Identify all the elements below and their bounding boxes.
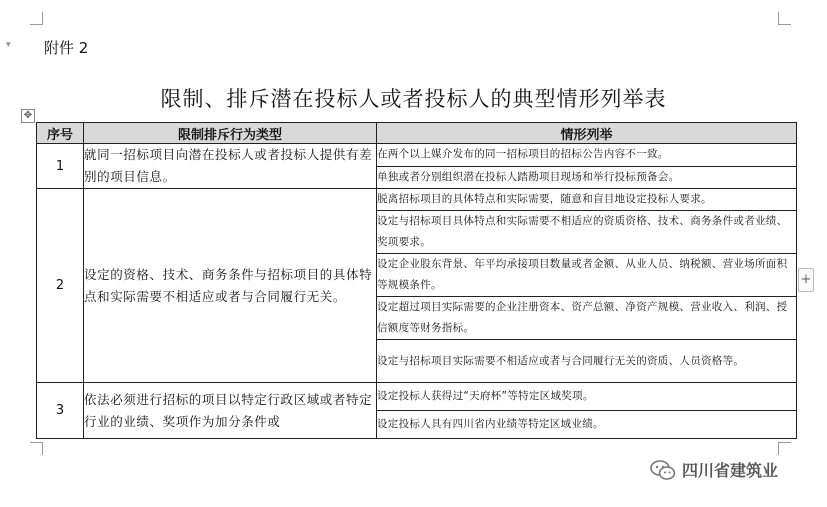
row-seq: 2 bbox=[37, 189, 84, 383]
header-type: 限制排斥行为类型 bbox=[84, 123, 377, 144]
crop-mark-bottom-left bbox=[30, 442, 43, 455]
attachment-label: 附件 2 bbox=[44, 39, 89, 57]
table-row bbox=[37, 189, 797, 211]
row-seq: 3 bbox=[37, 383, 84, 439]
table-row bbox=[37, 383, 797, 411]
case-item: 在两个以上媒介发布的同一招标项目的招标公告内容不一致。 bbox=[377, 144, 797, 167]
page-title: 限制、排斥潜在投标人或者投标人的典型情形列举表 bbox=[160, 87, 667, 111]
header-seq: 序号 bbox=[37, 123, 84, 144]
case-item: 设定超过项目实际需要的企业注册资本、资产总额、净资产规模、营业收入、利润、授信额度等财务指标。 bbox=[377, 297, 797, 340]
case-item: 设定企业股东背景、年平均承接项目数量或者金额、从业人员、纳税额、营业场所面积等规模条件。 bbox=[377, 254, 797, 297]
row-type: 就同一招标项目向潜在投标人或者投标人提供有差别的项目信息。 bbox=[84, 144, 377, 189]
row-type: 依法必须进行招标的项目以特定行政区域或者特定行业的业绩、奖项作为加分条件或 bbox=[84, 383, 377, 439]
case-item: 设定与招标项目具体特点和实际需要不相适应的资质资格、技术、商务条件或者业绩、奖项要求。 bbox=[377, 211, 797, 254]
crop-mark-top-right bbox=[778, 12, 791, 25]
watermark bbox=[650, 458, 778, 481]
wechat-icon bbox=[650, 459, 676, 481]
table-move-handle-icon[interactable]: ✥ bbox=[21, 109, 35, 123]
case-item: 设定投标人获得过“天府杯”等特定区域奖项。 bbox=[377, 383, 797, 411]
case-table bbox=[36, 122, 797, 439]
case-item: 设定投标人具有四川省内业绩等特定区域业绩。 bbox=[377, 411, 797, 439]
row-seq: 1 bbox=[37, 144, 84, 189]
case-item: 设定与招标项目实际需要不相适应或者与合同履行无关的资质、人员资格等。 bbox=[377, 340, 797, 383]
crop-mark-top-left bbox=[30, 12, 43, 25]
table-header-row bbox=[37, 123, 797, 144]
watermark-text: 四川省建筑业 bbox=[682, 461, 779, 480]
case-item: 单独或者分别组织潜在投标人踏勘项目现场和举行投标预备会。 bbox=[377, 166, 797, 189]
header-cases: 情形列举 bbox=[377, 123, 797, 144]
crop-mark-bottom-right bbox=[778, 442, 791, 455]
case-item: 脱离招标项目的具体特点和实际需要，随意和盲目地设定投标人要求。 bbox=[377, 189, 797, 211]
margin-dropdown-icon: ▾ bbox=[6, 40, 11, 50]
add-column-button[interactable]: + bbox=[798, 268, 814, 292]
row-type: 设定的资格、技术、商务条件与招标项目的具体特点和实际需要不相适应或者与合同履行无关。 bbox=[84, 189, 377, 383]
table-row bbox=[37, 144, 797, 167]
